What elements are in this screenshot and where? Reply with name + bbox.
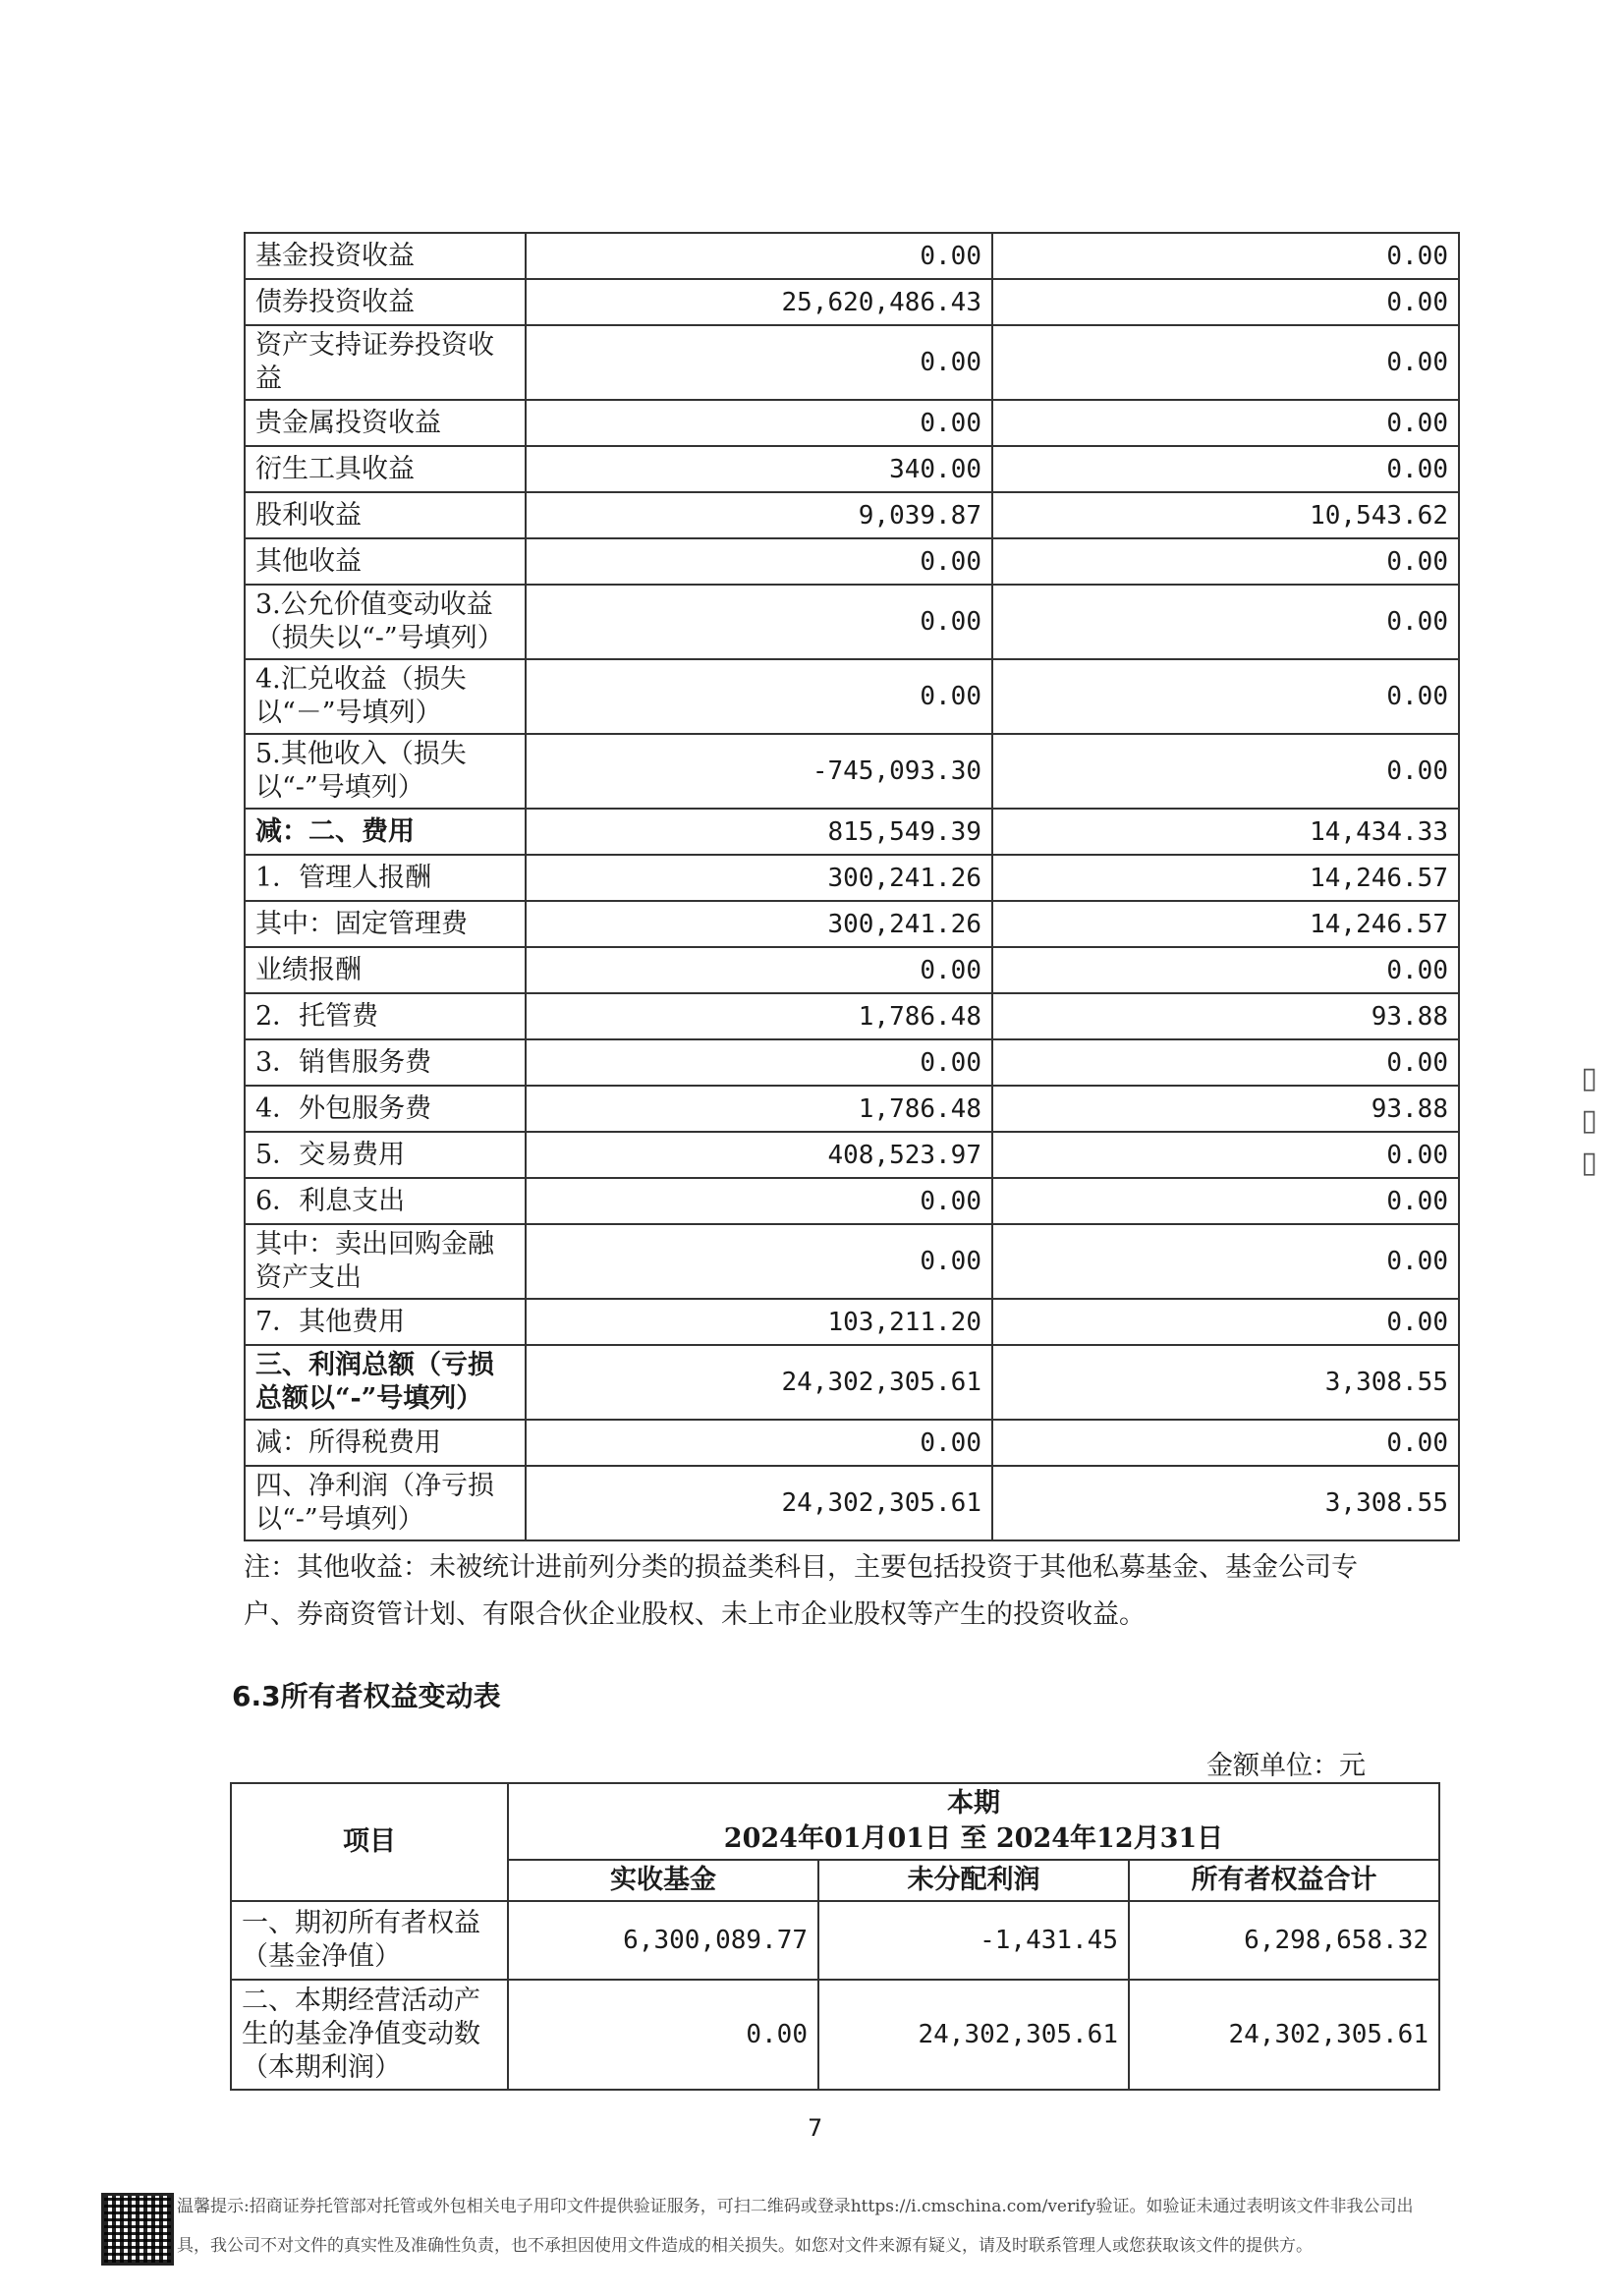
row-label: 业绩报酬 [245,947,526,993]
current-period-value: 0.00 [526,538,992,585]
current-period-value: 815,549.39 [526,809,992,855]
row-label: 5.其他收入（损失以“-”号填列） [245,734,526,809]
income-row [245,993,1459,1039]
income-row [245,446,1459,492]
prior-period-value: 0.00 [992,279,1459,325]
current-period-value: 0.00 [526,325,992,400]
income-row [245,1178,1459,1224]
equity-row [231,1980,1439,2090]
row-label: 一、期初所有者权益（基金净值） [231,1901,508,1980]
current-period-value: -745,093.30 [526,734,992,809]
row-label: 贵金属投资收益 [245,400,526,446]
total-equity-value: 6,298,658.32 [1129,1901,1439,1980]
income-statement-table [244,232,1460,1541]
income-note [244,1544,1472,1639]
current-period-value: 340.00 [526,446,992,492]
row-label: 债券投资收益 [245,279,526,325]
row-label: 3.公允价值变动收益（损失以“-”号填列） [245,585,526,659]
prior-period-value: 3,308.55 [992,1466,1459,1540]
current-period-value: 408,523.97 [526,1132,992,1178]
row-label: 4.汇兑收益（损失以“－”号填列） [245,659,526,734]
income-row [245,233,1459,279]
prior-period-value: 0.00 [992,659,1459,734]
income-row [245,809,1459,855]
income-row [245,1224,1459,1299]
prior-period-value: 0.00 [992,1420,1459,1466]
prior-period-value: 3,308.55 [992,1345,1459,1420]
prior-period-value: 0.00 [992,446,1459,492]
footer-notice [177,2187,1572,2266]
current-period-value: 0.00 [526,1039,992,1086]
header-period-label: 本期 [947,1788,1000,1819]
current-period-value: 0.00 [526,400,992,446]
header-undistributed-profit: 未分配利润 [818,1860,1129,1901]
income-row [245,1345,1459,1420]
current-period-value: 103,211.20 [526,1299,992,1345]
page-number: 7 [808,2114,823,2142]
income-row [245,1132,1459,1178]
current-period-value: 1,786.48 [526,1086,992,1132]
amount-unit: 金额单位：元 [1206,1751,1366,1781]
margin-stamp-mark: ▯▯▯ [1572,1061,1606,1188]
income-row [245,1299,1459,1345]
note-line-2: 户、券商资管计划、有限合伙企业股权、未上市企业股权等产生的投资收益。 [244,1599,1146,1630]
income-row [245,1086,1459,1132]
row-label: 三、利润总额（亏损总额以“-”号填列） [245,1345,526,1420]
prior-period-value: 0.00 [992,585,1459,659]
header-period [508,1783,1439,1860]
qr-code-icon[interactable] [101,2193,174,2266]
header-paid-in-fund: 实收基金 [508,1860,818,1901]
prior-period-value: 0.00 [992,1224,1459,1299]
row-label: 四、净利润（净亏损以“-”号填列） [245,1466,526,1540]
prior-period-value: 93.88 [992,1086,1459,1132]
section-title: 6.3所有者权益变动表 [232,1680,501,1712]
row-label: 基金投资收益 [245,233,526,279]
row-label: 5．交易费用 [245,1132,526,1178]
current-period-value: 300,241.26 [526,901,992,947]
current-period-value: 300,241.26 [526,855,992,901]
income-row [245,400,1459,446]
total-equity-value: 24,302,305.61 [1129,1980,1439,2090]
equity-change-table [230,1782,1440,2091]
income-row [245,585,1459,659]
prior-period-value: 0.00 [992,538,1459,585]
row-label: 4．外包服务费 [245,1086,526,1132]
prior-period-value: 0.00 [992,1178,1459,1224]
current-period-value: 0.00 [526,1420,992,1466]
prior-period-value: 0.00 [992,400,1459,446]
current-period-value: 1,786.48 [526,993,992,1039]
current-period-value: 24,302,305.61 [526,1345,992,1420]
row-label: 其中：固定管理费 [245,901,526,947]
row-label: 2．托管费 [245,993,526,1039]
income-row [245,279,1459,325]
income-row [245,1039,1459,1086]
current-period-value: 0.00 [526,1224,992,1299]
row-label: 减：所得税费用 [245,1420,526,1466]
paid-in-fund-value: 6,300,089.77 [508,1901,818,1980]
prior-period-value: 0.00 [992,734,1459,809]
prior-period-value: 14,246.57 [992,855,1459,901]
income-row [245,1466,1459,1540]
footer-line-2: 具，我公司不对文件的真实性及准确性负责，也不承担因使用文件造成的相关损失。如您对文件来源有疑义，请及时联系管理人或您获取该文件的提供方。 [177,2236,1313,2256]
current-period-value: 0.00 [526,1178,992,1224]
income-row [245,734,1459,809]
current-period-value: 0.00 [526,659,992,734]
prior-period-value: 0.00 [992,1039,1459,1086]
prior-period-value: 14,434.33 [992,809,1459,855]
row-label: 股利收益 [245,492,526,538]
equity-row [231,1901,1439,1980]
footer-line-1: 温馨提示:招商证券托管部对托管或外包相关电子用印文件提供验证服务，可扫二维码或登录https://i.cmschina.com/verify验证。如验证未通过表明该文件非我公司出 [177,2197,1414,2216]
undistributed-profit-value: -1,431.45 [818,1901,1129,1980]
income-row [245,325,1459,400]
row-label: 其中：卖出回购金融资产支出 [245,1224,526,1299]
row-label: 1．管理人报酬 [245,855,526,901]
current-period-value: 0.00 [526,585,992,659]
prior-period-value: 0.00 [992,233,1459,279]
income-row [245,855,1459,901]
prior-period-value: 0.00 [992,947,1459,993]
prior-period-value: 93.88 [992,993,1459,1039]
header-total-equity: 所有者权益合计 [1129,1860,1439,1901]
current-period-value: 24,302,305.61 [526,1466,992,1540]
current-period-value: 0.00 [526,233,992,279]
income-row [245,659,1459,734]
paid-in-fund-value: 0.00 [508,1980,818,2090]
row-label: 6．利息支出 [245,1178,526,1224]
current-period-value: 0.00 [526,947,992,993]
note-line-1: 注：其他收益：未被统计进前列分类的损益类科目，主要包括投资于其他私募基金、基金公司专 [244,1552,1358,1583]
row-label: 3．销售服务费 [245,1039,526,1086]
prior-period-value: 0.00 [992,325,1459,400]
row-label: 减：二、费用 [245,809,526,855]
row-label: 二、本期经营活动产生的基金净值变动数（本期利润） [231,1980,508,2090]
row-label: 其他收益 [245,538,526,585]
income-row [245,492,1459,538]
prior-period-value: 0.00 [992,1132,1459,1178]
income-row [245,901,1459,947]
header-item: 项目 [231,1783,508,1901]
income-row [245,947,1459,993]
prior-period-value: 14,246.57 [992,901,1459,947]
row-label: 衍生工具收益 [245,446,526,492]
undistributed-profit-value: 24,302,305.61 [818,1980,1129,2090]
header-period-dates: 2024年01月01日 至 2024年12月31日 [723,1823,1224,1854]
income-row [245,538,1459,585]
current-period-value: 9,039.87 [526,492,992,538]
prior-period-value: 0.00 [992,1299,1459,1345]
row-label: 资产支持证券投资收益 [245,325,526,400]
income-row [245,1420,1459,1466]
row-label: 7．其他费用 [245,1299,526,1345]
current-period-value: 25,620,486.43 [526,279,992,325]
prior-period-value: 10,543.62 [992,492,1459,538]
